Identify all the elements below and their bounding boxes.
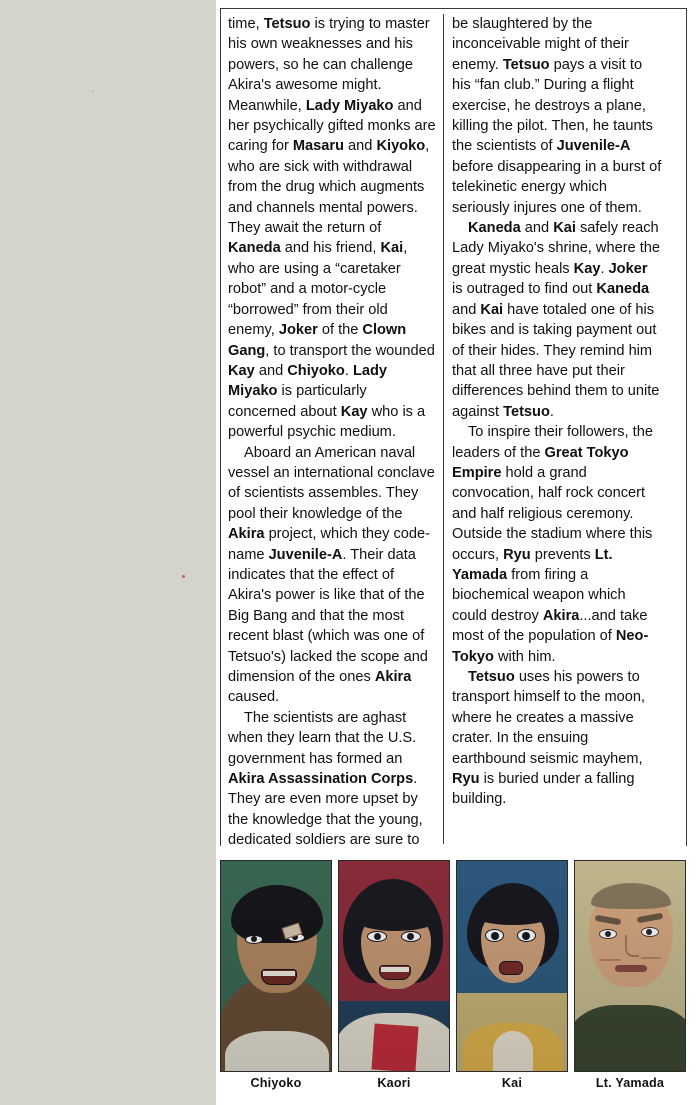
character-name: Clown Gang (228, 322, 407, 359)
portrait-cell (456, 860, 568, 1090)
character-name: Lady Miyako (228, 362, 387, 400)
text-run: is trying to master his own weaknesses and his powers, so he can challenge Akira's awesome might. Meanwhile, (228, 16, 430, 114)
character-name: Akira (542, 607, 580, 624)
character-name: Chiyoko (287, 362, 345, 379)
portrait-artwork (221, 861, 331, 1071)
character-name: Kai (480, 301, 504, 318)
character-name: Masaru (292, 138, 344, 155)
character-name: Kaneda (468, 220, 521, 237)
paragraph (228, 443, 437, 708)
text-column-right (444, 14, 668, 844)
character-name: Ryu (452, 771, 480, 788)
character-name: Kiyoko (376, 138, 426, 155)
text-run: and her psychically gifted monks are caring for (228, 97, 436, 155)
text-run: pays a visit to his “fan club.” During a flight exercise, he destroys a plane, killing the pilot. Then, he taunts the scientists of (452, 56, 653, 155)
portrait-artwork (457, 861, 567, 1071)
text-run: and (344, 138, 377, 155)
text-run: To inspire their followers, the leaders of the (452, 424, 653, 461)
paragraph (452, 667, 662, 810)
text-run: and (452, 301, 481, 318)
text-run: . They are even more upset by the knowledge that the young, dedicated soldiers are sure to (228, 771, 423, 849)
text-columns (220, 14, 686, 849)
paragraph (452, 422, 662, 667)
text-run: caused. (228, 689, 280, 706)
character-name: Joker (608, 260, 648, 277)
character-portrait-kai (456, 860, 568, 1072)
text-run: . (344, 362, 353, 379)
text-run: , who are using a “caretaker robot” and a motor-cycle “borrowed” from their old enemy, (228, 240, 408, 339)
character-name: Kay (573, 260, 601, 277)
character-portrait-strip (216, 860, 682, 1090)
text-run: . (549, 403, 554, 420)
text-run: . (600, 260, 609, 277)
character-portrait-yamada (574, 860, 686, 1072)
portrait-cell (220, 860, 332, 1090)
text-run: of the (317, 322, 363, 339)
text-run: before disappearing in a burst of telekinetic energy which seriously injures one of them. (452, 158, 662, 216)
character-name: Lady Miyako (305, 97, 394, 114)
character-name: Kay (340, 403, 368, 420)
text-run: , to transport the wounded (265, 342, 435, 359)
character-name: Akira (228, 526, 265, 543)
character-name: Kai (380, 240, 404, 257)
text-column-left (220, 14, 444, 849)
text-run: The scientists are aghast when they learn that the U.S. government has formed an (228, 709, 417, 767)
paragraph (452, 218, 662, 422)
paragraph (228, 14, 437, 443)
character-name: Lt. Yamada (452, 546, 613, 583)
paragraph (452, 14, 662, 218)
character-name: Tetsuo (263, 16, 311, 32)
character-name: Kay (228, 362, 255, 379)
paragraph (228, 708, 437, 851)
character-name: Neo-Tokyo (452, 628, 649, 665)
text-run: is outraged to find out (452, 281, 597, 298)
portrait-caption: Kai (501, 1076, 523, 1090)
character-name: Akira (374, 669, 412, 685)
character-name: Kaneda (228, 240, 281, 257)
margin-speck-icon (92, 90, 94, 92)
portrait-cell (338, 860, 450, 1090)
portrait-caption: Chiyoko (250, 1076, 302, 1090)
text-run: is particularly concerned about (228, 383, 367, 420)
character-name: Tetsuo (502, 56, 550, 73)
text-run: is buried under a falling building. (452, 771, 635, 808)
character-portrait-kaori (338, 860, 450, 1072)
panel-top-rule (220, 8, 686, 9)
text-run: project, which they code-name (228, 526, 430, 563)
text-run: and (254, 362, 288, 379)
text-run: have totaled one of his bikes and is taking payment out of their hides. They remind him that all three have put their differences behind them to unite against (452, 301, 660, 420)
text-run: , who are sick with withdrawal from the drug which augments and channels mental powers. They await the return of (228, 138, 430, 237)
character-portrait-chiyoko (220, 860, 332, 1072)
left-margin (0, 0, 216, 1105)
text-run: Aboard an American naval vessel an international conclave of scientists assembles. They pool their knowledge of the (228, 444, 435, 522)
text-run: ...and take most of the population of (452, 607, 648, 645)
portrait-caption: Kaori (377, 1076, 411, 1090)
text-run: hold a grand convocation, half rock concert and half religious ceremony. Outside the stadium where this occurs, (452, 464, 653, 563)
character-name: Kai (553, 220, 576, 237)
character-name: Juvenile-A (556, 138, 631, 155)
character-name: Ryu (503, 546, 531, 563)
text-run: . Their data indicates that the effect of Akira's power is like that of the Big Bang and that the most recent blast (which was one of Tetsuo's) lacked the scope and dimension of the ones (228, 546, 428, 685)
portrait-cell (574, 860, 686, 1090)
portrait-caption: Lt. Yamada (595, 1076, 665, 1090)
margin-speck-icon (182, 575, 185, 578)
text-run: prevents (530, 546, 595, 563)
character-name: Juvenile-A (268, 546, 343, 563)
text-run: with him. (493, 648, 556, 665)
text-run: uses his powers to transport himself to the moon, where he creates a massive crater. In the ensuing earthbound seismic mayhem, (452, 669, 646, 767)
text-run: and (520, 220, 554, 237)
character-name: Akira Assassination Corps (228, 771, 414, 788)
text-run: who is a powerful psychic medium. (228, 403, 426, 441)
portrait-artwork (575, 861, 685, 1071)
portrait-artwork (339, 861, 449, 1071)
character-name: Tetsuo (503, 403, 550, 420)
text-run: and his friend, (280, 240, 381, 257)
character-name: Great Tokyo Empire (452, 444, 629, 481)
text-run: time, (228, 16, 264, 32)
text-run: safely reach Lady Miyako's shrine, where the great mystic heals (452, 220, 661, 277)
character-name: Tetsuo (468, 669, 515, 685)
text-run: from firing a biochemical weapon which could destroy (452, 566, 626, 624)
panel-right-rule (686, 8, 687, 846)
text-run: be slaughtered by the inconceivable might of their enemy. (452, 16, 629, 73)
character-name: Joker (278, 322, 318, 339)
character-name: Kaneda (596, 281, 650, 298)
